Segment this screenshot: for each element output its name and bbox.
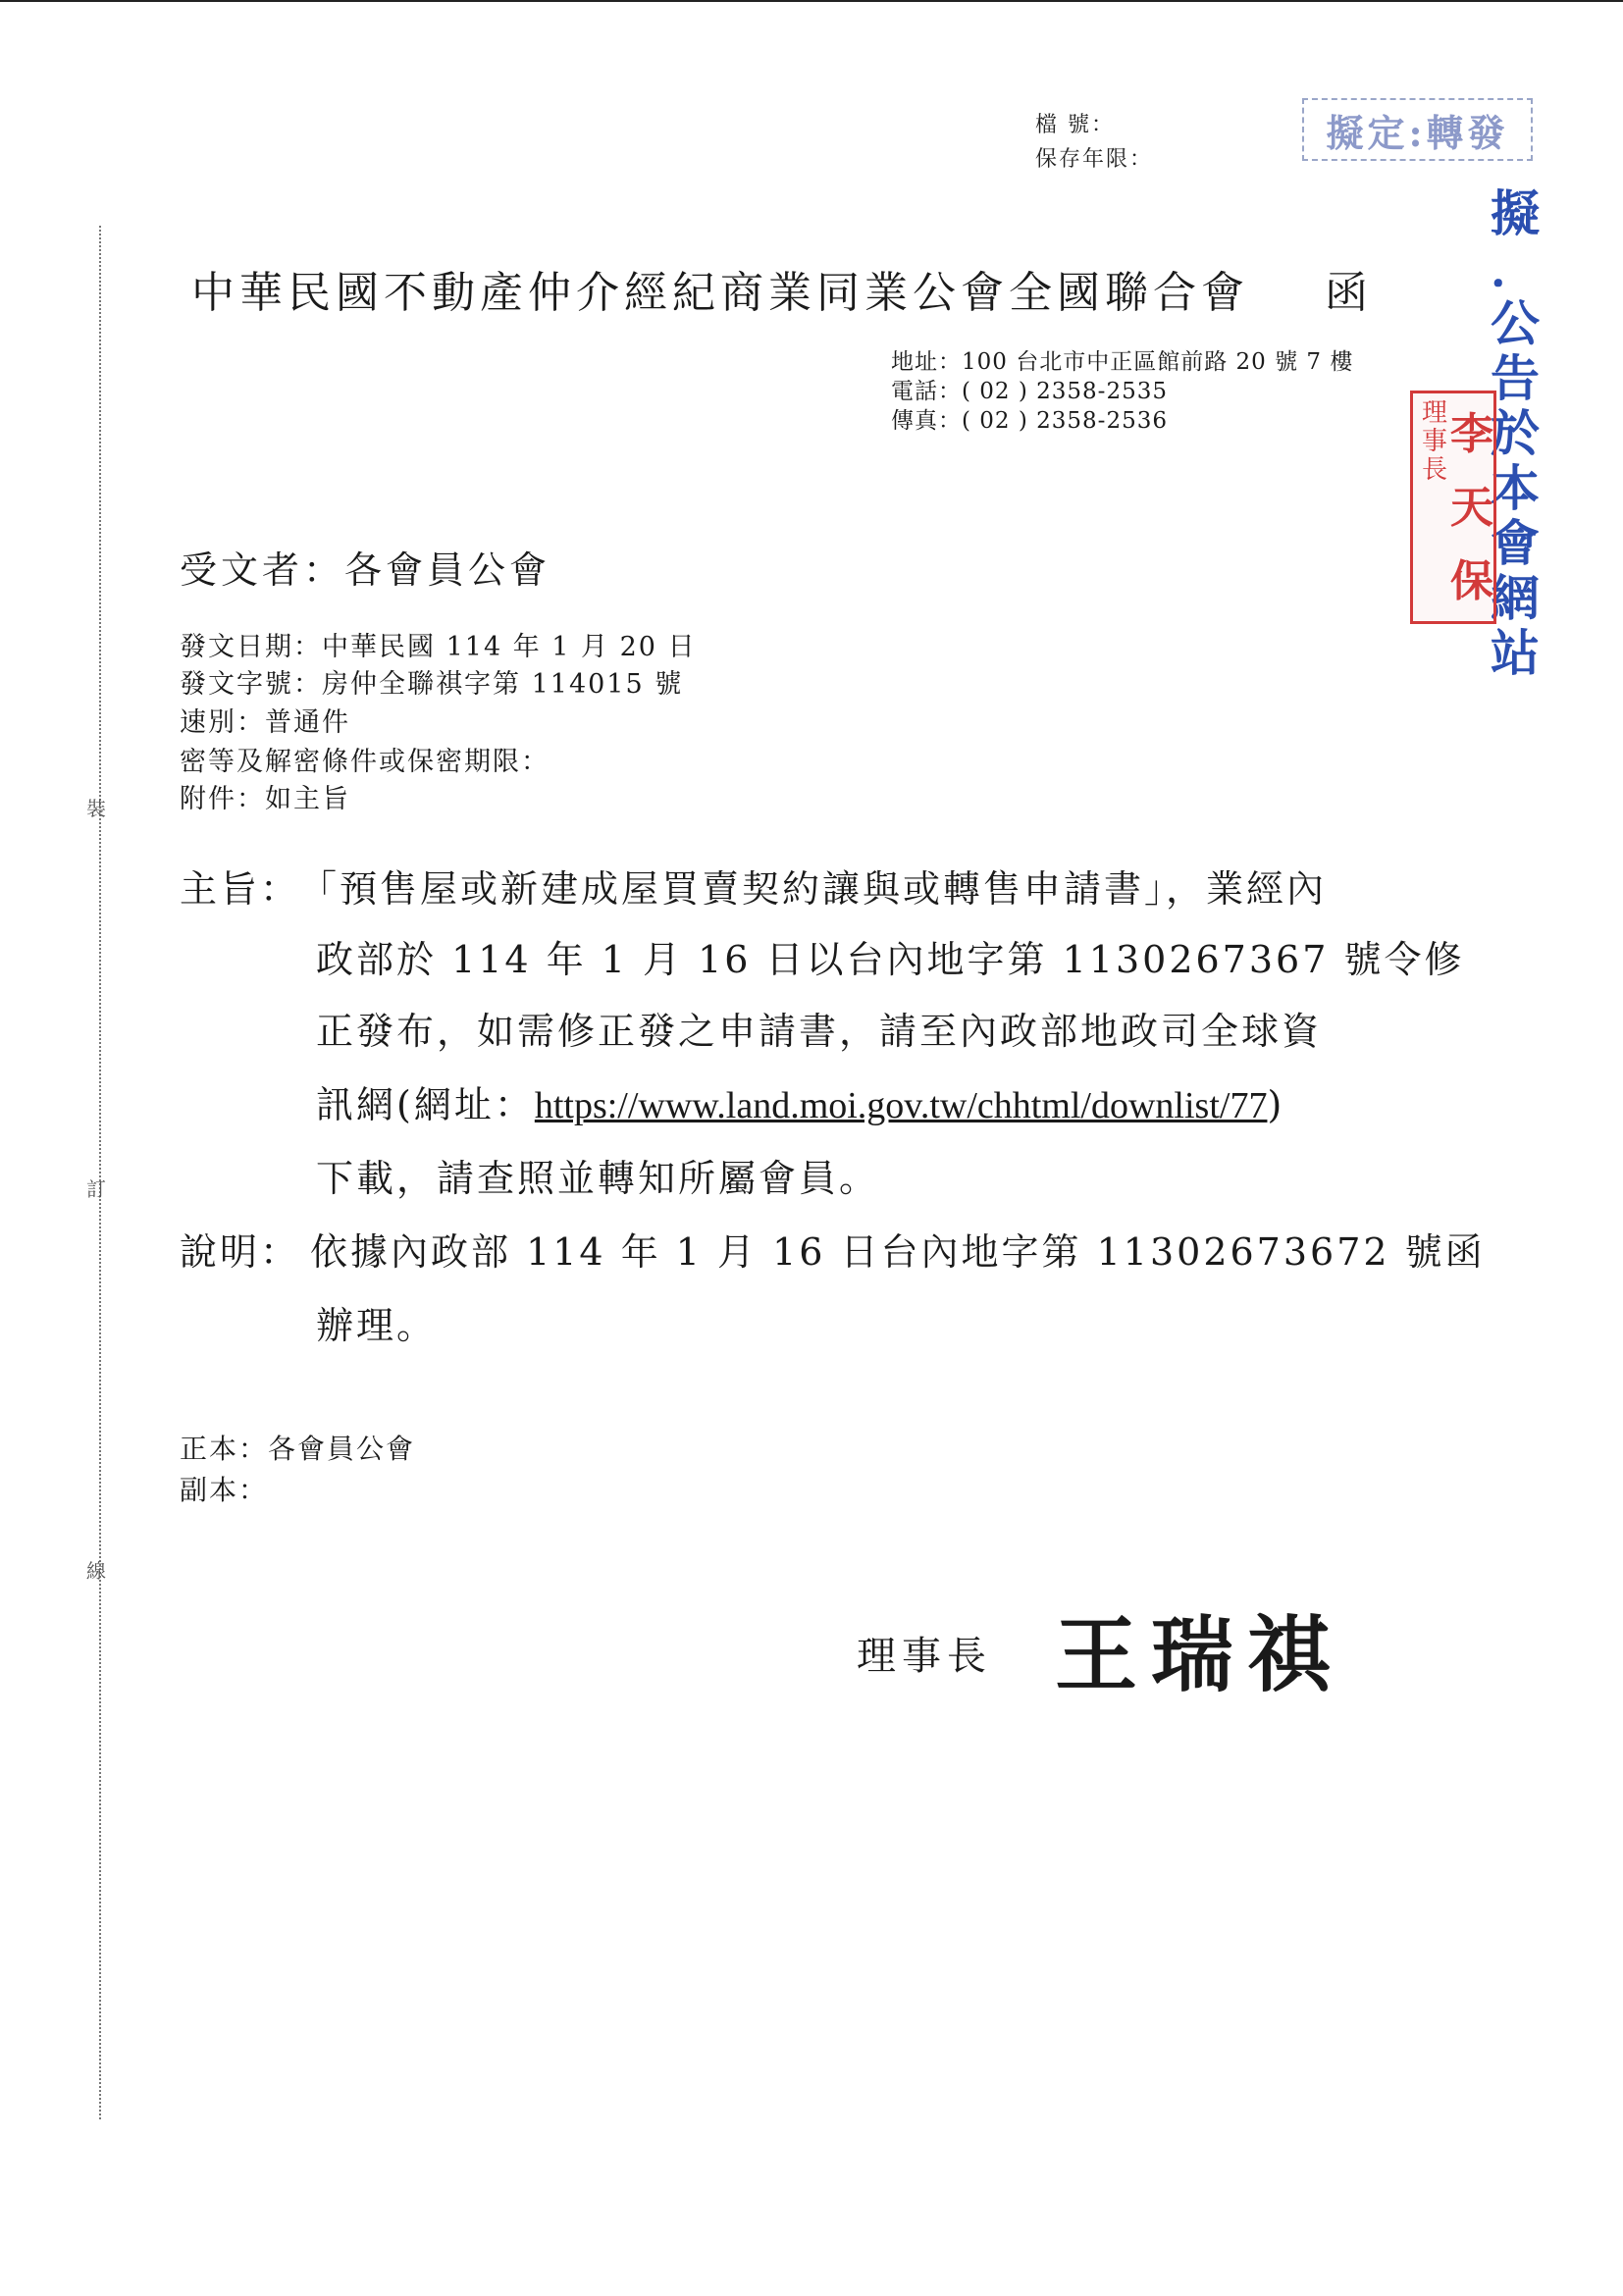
- issue-number: 發文字號：房仲全聯祺字第 114015 號: [180, 669, 684, 700]
- subject-line-4-prefix: 訊網(網址：: [316, 1083, 535, 1126]
- file-number-label: 檔 號：: [1035, 113, 1115, 137]
- attachment: 附件：如主旨: [180, 784, 350, 814]
- note-char: 公: [1491, 294, 1540, 352]
- note-char: 站: [1491, 624, 1540, 682]
- seal-name-char: 保: [1450, 556, 1493, 606]
- seal-title-char: 長: [1421, 455, 1447, 485]
- note-char: 會: [1491, 514, 1540, 572]
- binding-line: [99, 226, 101, 2119]
- subject-line-4-suffix: ): [1267, 1083, 1285, 1126]
- note-char: 告: [1491, 349, 1540, 407]
- issue-date: 發文日期：中華民國 114 年 1 月 20 日: [180, 632, 697, 662]
- organization-title: 中華民國不動產仲介經紀商業同業公會全國聯合會: [191, 268, 1249, 318]
- seal-title-char: 理: [1421, 398, 1447, 428]
- seal-name-char: 天: [1450, 483, 1493, 533]
- document-type: 函: [1325, 268, 1368, 318]
- explanation-label: 說明：: [180, 1230, 301, 1274]
- retention-label: 保存年限：: [1035, 147, 1154, 172]
- binding-char-xian: 線: [86, 1559, 106, 1583]
- note-char: 於: [1491, 404, 1540, 462]
- page-top-border: [0, 0, 1623, 2]
- seal-title: [1419, 399, 1450, 485]
- binding-char-zhuang: 裝: [86, 797, 106, 820]
- phone: 電話：( 02 ) 2358-2535: [891, 379, 1168, 404]
- chairman-seal: [1410, 391, 1496, 624]
- binding-char-ding: 訂: [86, 1177, 106, 1201]
- seal-name-char: 李: [1450, 409, 1493, 459]
- copy-recipients: 副本：: [180, 1474, 269, 1506]
- recipient: 受文者：各會員公會: [180, 548, 551, 592]
- seal-name: [1450, 397, 1492, 618]
- note-char: 本: [1491, 459, 1540, 517]
- subject-line-2: 政部於 114 年 1 月 16 日以台內地字第 1130267367 號令修: [316, 938, 1465, 981]
- processing-stamp-text: 擬定:轉發: [1326, 110, 1509, 155]
- subject-line-5: 下載，請查照並轉知所屬會員。: [316, 1157, 880, 1200]
- delivery-speed: 速別：普通件: [180, 707, 350, 738]
- original-recipients: 正本：各會員公會: [180, 1433, 416, 1465]
- explanation-line-1: 依據內政部 114 年 1 月 16 日台內地字第 11302673672 號函: [310, 1230, 1486, 1274]
- classification: 密等及解密條件或保密期限：: [180, 747, 550, 777]
- subject-label: 主旨：: [180, 867, 301, 911]
- chairman-signature: 王瑞祺: [1055, 1607, 1344, 1703]
- address: 地址：100 台北市中正區館前路 20 號 7 樓: [891, 349, 1354, 375]
- subject-line-1: 「預售屋或新建成屋買賣契約讓與或轉售申請書」，業經內: [299, 867, 1328, 911]
- subject-line-3: 正發布，如需修正發之申請書，請至內政部地政司全球資: [316, 1010, 1323, 1053]
- note-char: 網: [1491, 569, 1540, 627]
- fax: 傳真：( 02 ) 2358-2536: [891, 408, 1168, 434]
- note-char: ．: [1491, 239, 1540, 297]
- processing-stamp: [1302, 98, 1533, 161]
- note-char: 擬: [1491, 184, 1540, 242]
- seal-title-char: 事: [1421, 427, 1447, 456]
- download-link[interactable]: https://www.land.moi.gov.tw/chhtml/downlist/77: [534, 1085, 1268, 1126]
- explanation-line-2: 辦理。: [316, 1304, 438, 1347]
- subject-line-4: [316, 1074, 1284, 1128]
- chairman-title: 理事長: [857, 1634, 992, 1679]
